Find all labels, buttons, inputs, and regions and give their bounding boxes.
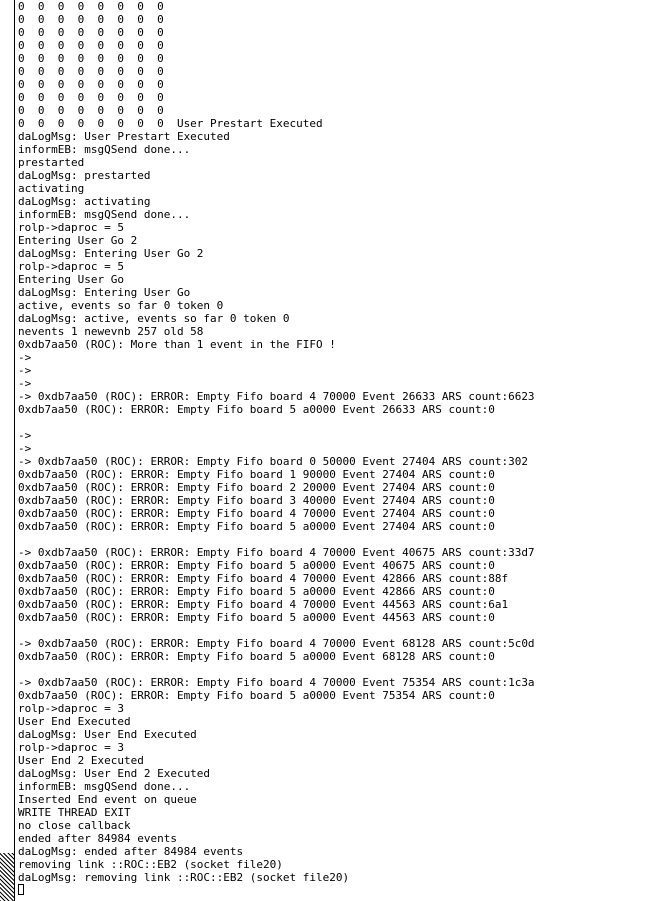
terminal-line: -> 0xdb7aa50 (ROC): ERROR: Empty Fifo board 4 70000 Event 68128 ARS count:5c0d [18,637,535,650]
terminal-line: informEB: msgQSend done... [18,208,191,221]
terminal-line: 0xdb7aa50 (ROC): ERROR: Empty Fifo board 1 90000 Event 27404 ARS count:0 [18,468,495,481]
terminal-line: daLogMsg: active, events so far 0 token 0 [18,312,290,325]
terminal-line: User End Executed [18,715,131,728]
scrollbar[interactable] [0,0,15,901]
terminal-line: prestarted [18,156,85,169]
terminal-line: 0xdb7aa50 (ROC): ERROR: Empty Fifo board 4 70000 Event 42866 ARS count:88f [18,572,509,585]
terminal-line: 0xdb7aa50 (ROC): ERROR: Empty Fifo board 5 a0000 Event 75354 ARS count:0 [18,689,495,702]
terminal-line: User End 2 Executed [18,754,144,767]
terminal-line: -> 0xdb7aa50 (ROC): ERROR: Empty Fifo board 0 50000 Event 27404 ARS count:302 [18,455,528,468]
terminal-line: 0xdb7aa50 (ROC): ERROR: Empty Fifo board 5 a0000 Event 26633 ARS count:0 [18,403,495,416]
terminal-line: 0xdb7aa50 (ROC): ERROR: Empty Fifo board 4 70000 Event 44563 ARS count:6a1 [18,598,509,611]
terminal-line: rolp->daproc = 5 [18,260,124,273]
terminal-line: 0xdb7aa50 (ROC): ERROR: Empty Fifo board 5 a0000 Event 27404 ARS count:0 [18,520,495,533]
terminal-line: Entering User Go [18,273,124,286]
terminal-line: no close callback [18,819,131,832]
terminal-line [18,624,650,637]
terminal-line: WRITE THREAD EXIT [18,806,131,819]
terminal-line: -> [18,377,32,390]
terminal-line: 0xdb7aa50 (ROC): ERROR: Empty Fifo board 5 a0000 Event 44563 ARS count:0 [18,611,495,624]
terminal-line [18,663,650,676]
terminal-line: daLogMsg: Entering User Go 2 [18,247,204,260]
terminal-line: removing link ::ROC::EB2 (socket file20) [18,858,283,871]
terminal-line: 0xdb7aa50 (ROC): More than 1 event in the FIFO ! [18,338,336,351]
scroll-thumb[interactable] [0,853,14,901]
terminal-line: 0xdb7aa50 (ROC): ERROR: Empty Fifo board 2 20000 Event 27404 ARS count:0 [18,481,495,494]
terminal-line: 0 0 0 0 0 0 0 0 [18,13,164,26]
prompt-line[interactable] [18,884,650,897]
terminal-line: rolp->daproc = 5 [18,221,124,234]
terminal-line: -> [18,364,32,377]
terminal-line: nevents 1 newevnb 257 old 58 [18,325,204,338]
terminal-line: -> 0xdb7aa50 (ROC): ERROR: Empty Fifo board 4 70000 Event 40675 ARS count:33d7 [18,546,535,559]
terminal-line: daLogMsg: prestarted [18,169,151,182]
terminal-line: daLogMsg: Entering User Go [18,286,191,299]
terminal-line: 0 0 0 0 0 0 0 0 [18,91,164,104]
terminal-line: Inserted End event on queue [18,793,197,806]
terminal-line: -> 0xdb7aa50 (ROC): ERROR: Empty Fifo board 4 70000 Event 75354 ARS count:1c3a [18,676,535,689]
terminal-line: -> [18,429,32,442]
text-cursor [18,884,24,895]
terminal-line: activating [18,182,85,195]
terminal-line [18,533,650,546]
terminal-line: daLogMsg: User End 2 Executed [18,767,211,780]
terminal-line: 0xdb7aa50 (ROC): ERROR: Empty Fifo board 4 70000 Event 27404 ARS count:0 [18,507,495,520]
terminal-line: -> [18,351,32,364]
terminal-line: 0 0 0 0 0 0 0 0 [18,65,164,78]
terminal-line: -> 0xdb7aa50 (ROC): ERROR: Empty Fifo board 4 70000 Event 26633 ARS count:6623 [18,390,535,403]
terminal-line: rolp->daproc = 3 [18,741,124,754]
terminal-line: daLogMsg: User Prestart Executed [18,130,230,143]
terminal-line: 0 0 0 0 0 0 0 0 [18,52,164,65]
terminal-line: 0 0 0 0 0 0 0 0 [18,0,164,13]
terminal-line: 0xdb7aa50 (ROC): ERROR: Empty Fifo board 5 a0000 Event 42866 ARS count:0 [18,585,495,598]
terminal-line: daLogMsg: ended after 84984 events [18,845,244,858]
terminal-line: ended after 84984 events [18,832,177,845]
terminal-line: daLogMsg: activating [18,195,151,208]
terminal-line: 0 0 0 0 0 0 0 0 [18,78,164,91]
terminal-line [18,416,650,429]
terminal-line: 0xdb7aa50 (ROC): ERROR: Empty Fifo board 5 a0000 Event 40675 ARS count:0 [18,559,495,572]
terminal-line: daLogMsg: removing link ::ROC::EB2 (socket file20) [18,871,350,884]
terminal-line: 0xdb7aa50 (ROC): ERROR: Empty Fifo board 3 40000 Event 27404 ARS count:0 [18,494,495,507]
terminal-line: Entering User Go 2 [18,234,138,247]
terminal-line: 0 0 0 0 0 0 0 0 User Prestart Executed [18,117,323,130]
terminal-line: 0 0 0 0 0 0 0 0 [18,39,164,52]
terminal-line: active, events so far 0 token 0 [18,299,224,312]
terminal-line: rolp->daproc = 3 [18,702,124,715]
terminal-line: informEB: msgQSend done... [18,780,191,793]
terminal-line: 0xdb7aa50 (ROC): ERROR: Empty Fifo board 5 a0000 Event 68128 ARS count:0 [18,650,495,663]
terminal-line: -> [18,442,32,455]
terminal-line: 0 0 0 0 0 0 0 0 [18,26,164,39]
terminal-output [18,0,650,901]
terminal-line: informEB: msgQSend done... [18,143,191,156]
terminal-line: 0 0 0 0 0 0 0 0 [18,104,164,117]
terminal-line: daLogMsg: User End Executed [18,728,197,741]
